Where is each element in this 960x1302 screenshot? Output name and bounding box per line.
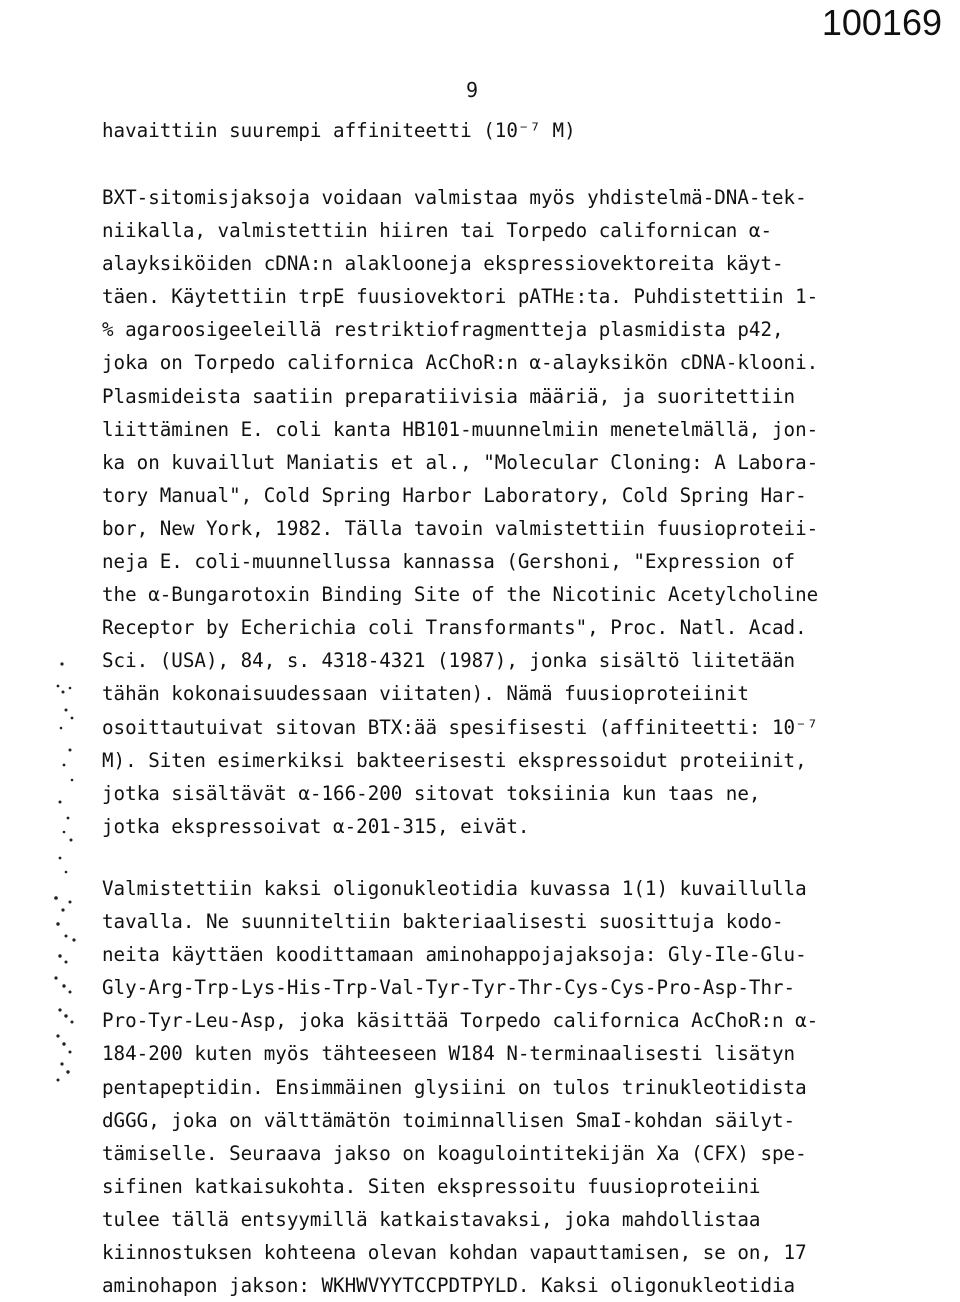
text-line: neja E. coli-muunnellussa kannassa (Gershoni, "Expression of <box>102 550 796 574</box>
text-line: % agaroosigeeleillä restriktiofragmentteja plasmidista p42, <box>102 318 784 342</box>
text-line: tämiselle. Seuraava jakso on koagulointitekijän Xa (CFX) spe- <box>102 1141 807 1165</box>
text-line: Receptor by Echerichia coli Transformants", Proc. Natl. Acad. <box>102 616 807 640</box>
text-line: joka on Torpedo californica AcChoR:n α-alayksikön cDNA-klooni. <box>102 351 819 375</box>
text-line: osoittautuivat sitovan BTX:ää spesifisesti (affiniteetti: 10⁻⁷ <box>102 715 819 739</box>
text-line: 184-200 kuten myös tähteeseen W184 N-terminaalisesti lisätyn <box>102 1042 796 1066</box>
text-line: sifinen katkaisukohta. Siten ekspressoitu fuusioproteiini <box>102 1174 761 1198</box>
text-line: tulee tällä entsyymillä katkaistavaksi, joka mahdollistaa <box>102 1207 761 1231</box>
paragraph-2 <box>102 181 922 843</box>
text-line: Plasmideista saatiin preparatiivisia määriä, ja suoritettiin <box>102 384 796 408</box>
text-line: M). Siten esimerkiksi bakteerisesti ekspressoidut proteiinit, <box>102 748 807 772</box>
text-line: liittäminen E. coli kanta HB101-muunnelmiin menetelmällä, jon- <box>102 417 819 441</box>
text-line: tavalla. Ne suunniteltiin bakteriaalisesti suosittuja kodo- <box>102 910 784 934</box>
text-line: pentapeptidin. Ensimmäinen glysiini on tulos trinukleotidista <box>102 1075 807 1099</box>
text-line: aminohapon jakson: WKHWVYYTCCPDTPYLD. Kaksi oligonukleotidia <box>102 1274 796 1298</box>
text-line: niikalla, valmistettiin hiiren tai Torpedo californican α- <box>102 219 773 243</box>
text-line: ka on kuvaillut Maniatis et al., "Molecular Cloning: A Labora- <box>102 450 819 474</box>
text-line: Sci. (USA), 84, s. 4318-4321 (1987), jonka sisältö liitetään <box>102 649 796 673</box>
text-line: bor, New York, 1982. Tälla tavoin valmistettiin fuusioproteii- <box>102 516 819 540</box>
text-line: Gly-Arg-Trp-Lys-His-Trp-Val-Tyr-Tyr-Thr-Cys-Cys-Pro-Asp-Thr- <box>102 976 796 1000</box>
document-number: 100169 <box>821 2 942 43</box>
text-line: the α-Bungarotoxin Binding Site of the Nicotinic Acetylcholine <box>102 583 819 607</box>
text-line: alayksiköiden cDNA:n alaklooneja ekspressiovektoreita käyt- <box>102 252 784 276</box>
text-line: Pro-Tyr-Leu-Asp, joka käsittää Torpedo californica AcChoR:n α- <box>102 1009 819 1033</box>
text-line: havaittiin suurempi affiniteetti (10⁻⁷ M) <box>102 119 576 142</box>
text-line: Valmistettiin kaksi oligonukleotidia kuvassa 1(1) kuvaillulla <box>102 877 807 900</box>
text-line: dGGG, joka on välttämätön toiminnallisen SmaI-kohdan säilyt- <box>102 1108 796 1132</box>
paragraph-1 <box>102 114 922 147</box>
text-line: tähän kokonaisuudessaan viitaten). Nämä fuusioproteiinit <box>102 682 749 706</box>
page-number: 9 <box>466 78 479 102</box>
paragraph-3 <box>102 872 922 1302</box>
text-line: tory Manual", Cold Spring Harbor Laboratory, Cold Spring Har- <box>102 483 807 507</box>
text-line: jotka sisältävät α-166-200 sitovat toksiinia kun taas ne, <box>102 781 761 805</box>
text-line: kiinnostuksen kohteena olevan kohdan vapauttamisen, se on, 17 <box>102 1241 807 1265</box>
text-line: täen. Käytettiin trpE fuusiovektori pATHᴇ:ta. Puhdistettiin 1- <box>102 285 819 309</box>
text-line: neita käyttäen koodittamaan aminohappojajaksoja: Gly-Ile-Glu- <box>102 943 807 967</box>
text-line: BXT-sitomisjaksoja voidaan valmistaa myös yhdistelmä-DNA-tek- <box>102 186 807 209</box>
margin-scan-marks <box>0 640 80 1160</box>
text-line: jotka ekspressoivat α-201-315, eivät. <box>102 814 530 838</box>
